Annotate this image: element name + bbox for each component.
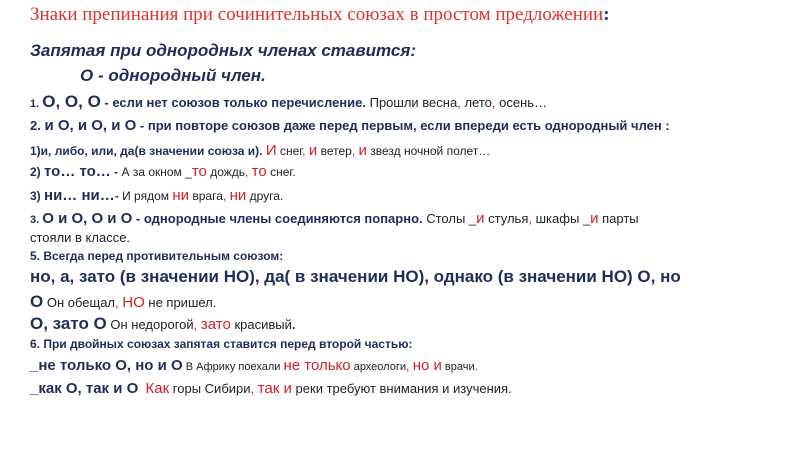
example-text: осень… bbox=[495, 95, 548, 110]
example-text: дождь bbox=[206, 165, 246, 179]
rule-dash: - bbox=[110, 165, 122, 179]
rule-1 bbox=[30, 92, 547, 112]
comma-mark: , bbox=[457, 95, 461, 110]
rule-pattern: то… то… bbox=[44, 163, 111, 180]
example-text: друга. bbox=[246, 189, 284, 203]
rule-5-example-1 bbox=[30, 292, 216, 312]
highlight-word: и bbox=[590, 210, 599, 227]
example-text: врага bbox=[189, 189, 223, 203]
rule-2 bbox=[30, 117, 670, 134]
subtitle-line-1: Запятая при однородных членах ставится: bbox=[30, 41, 417, 60]
example-text: горы Сибири bbox=[169, 381, 251, 396]
comma-mark: , bbox=[245, 165, 249, 179]
spacer bbox=[138, 381, 145, 396]
example-text: врачи. bbox=[441, 361, 478, 373]
rule-4 bbox=[30, 210, 639, 227]
title-text: Знаки препинания при сочинительных союзах в простом предложении bbox=[30, 4, 604, 25]
rule-5-example-2 bbox=[30, 314, 296, 334]
rule-6: 6. При двойных союзах запятая ставится перед второй частью: bbox=[30, 337, 413, 351]
example-text: лето bbox=[460, 95, 492, 110]
rule-number: 3. bbox=[30, 214, 43, 226]
rule-3 bbox=[30, 187, 283, 204]
comma-mark: , bbox=[406, 359, 410, 373]
example-text: звезд ночной полет… bbox=[366, 144, 491, 158]
highlight-word: Как bbox=[145, 380, 170, 397]
rule-number: 2. bbox=[30, 118, 45, 133]
comma-mark: , bbox=[491, 95, 496, 110]
rule-pattern: О, зато О bbox=[30, 314, 107, 333]
rule-description: и, либо, или, да(в значении союза и). bbox=[40, 144, 266, 158]
comma-mark: , bbox=[528, 211, 532, 226]
highlight-word: так и bbox=[257, 380, 292, 397]
rule-number: 1. bbox=[30, 98, 43, 110]
rule-pattern: О, О, О bbox=[42, 92, 101, 111]
example-text: шкафы _ bbox=[532, 211, 591, 226]
rule-pattern: ни… ни… bbox=[44, 187, 115, 204]
comma-mark: , bbox=[222, 189, 227, 203]
example-text: археологи bbox=[350, 361, 406, 373]
rule-pattern: _как О, так и О bbox=[30, 380, 139, 397]
highlight-word: НО bbox=[122, 294, 145, 311]
example-text: красивый bbox=[230, 317, 292, 332]
comma-mark: , bbox=[351, 144, 356, 158]
example-text: И рядом bbox=[122, 189, 173, 203]
rule-number: 3) bbox=[30, 189, 45, 203]
subtitle-line-2: О - однородный член. bbox=[80, 66, 266, 85]
rule-dash: - bbox=[114, 189, 123, 203]
example-text: стулья bbox=[484, 211, 529, 226]
rule-number: 2) bbox=[30, 165, 45, 179]
rule-number: 1) bbox=[30, 144, 41, 158]
example-text: В Африку поехали bbox=[182, 361, 284, 373]
rule-5-conjunctions: но, а, зато (в значении НО), да( в значении НО), однако (в значении НО) О, но bbox=[30, 267, 681, 286]
example-text: Столы _ bbox=[426, 211, 477, 226]
example-text: снег. bbox=[266, 165, 296, 179]
example-text: Он недорогой bbox=[106, 317, 194, 332]
highlight-word: И bbox=[265, 142, 277, 159]
rule-description: - если нет союзов только перечисление. bbox=[100, 95, 370, 110]
comma-mark: , bbox=[302, 144, 306, 158]
rule-pattern: О и О, О и О bbox=[42, 210, 133, 227]
highlight-word: то bbox=[251, 163, 267, 180]
rule-description: - при повторе союзов даже перед первым, если впереди есть однородный член : bbox=[136, 118, 670, 133]
example-text: не пришел. bbox=[144, 295, 217, 310]
rule-pattern: и О, и О, и О bbox=[44, 117, 137, 134]
rule-description: - однородные члены соединяются попарно. bbox=[132, 211, 427, 226]
rule-pattern: _не только О, но и О bbox=[30, 357, 183, 374]
example-text: снег bbox=[276, 144, 303, 158]
highlight-word: то bbox=[191, 163, 207, 180]
comma-mark: , bbox=[193, 317, 198, 332]
highlight-word: и bbox=[476, 210, 485, 227]
highlight-word: и bbox=[358, 142, 367, 159]
period-mark: . bbox=[291, 317, 296, 332]
example-text: А за окном _ bbox=[121, 165, 192, 179]
rule-2b bbox=[30, 163, 296, 180]
comma-mark: , bbox=[250, 381, 255, 396]
comma-mark: , bbox=[115, 295, 119, 310]
example-text: Прошли весна bbox=[369, 95, 458, 110]
highlight-word: ни bbox=[229, 187, 247, 204]
rule-4-continuation: стояли в классе. bbox=[30, 230, 131, 245]
slide-title bbox=[30, 4, 610, 26]
rule-6-example-1 bbox=[30, 357, 478, 374]
rule-5: 5. Всегда перед противительным союзом: bbox=[30, 249, 284, 263]
rule-6-example-2 bbox=[30, 380, 512, 397]
example-text: Он обещал bbox=[43, 295, 116, 310]
example-text: парты bbox=[598, 211, 639, 226]
title-colon: : bbox=[603, 4, 610, 25]
example-text: ветер bbox=[317, 144, 352, 158]
rule-pattern: О bbox=[30, 292, 44, 311]
example-text: реки требуют внимания и изучения. bbox=[291, 381, 512, 396]
highlight-word: не только bbox=[283, 357, 351, 374]
highlight-word: и bbox=[308, 142, 318, 159]
highlight-word: ни bbox=[172, 187, 190, 204]
rule-2a bbox=[30, 142, 490, 159]
highlight-word: но и bbox=[412, 357, 442, 374]
highlight-word: зато bbox=[200, 316, 231, 333]
